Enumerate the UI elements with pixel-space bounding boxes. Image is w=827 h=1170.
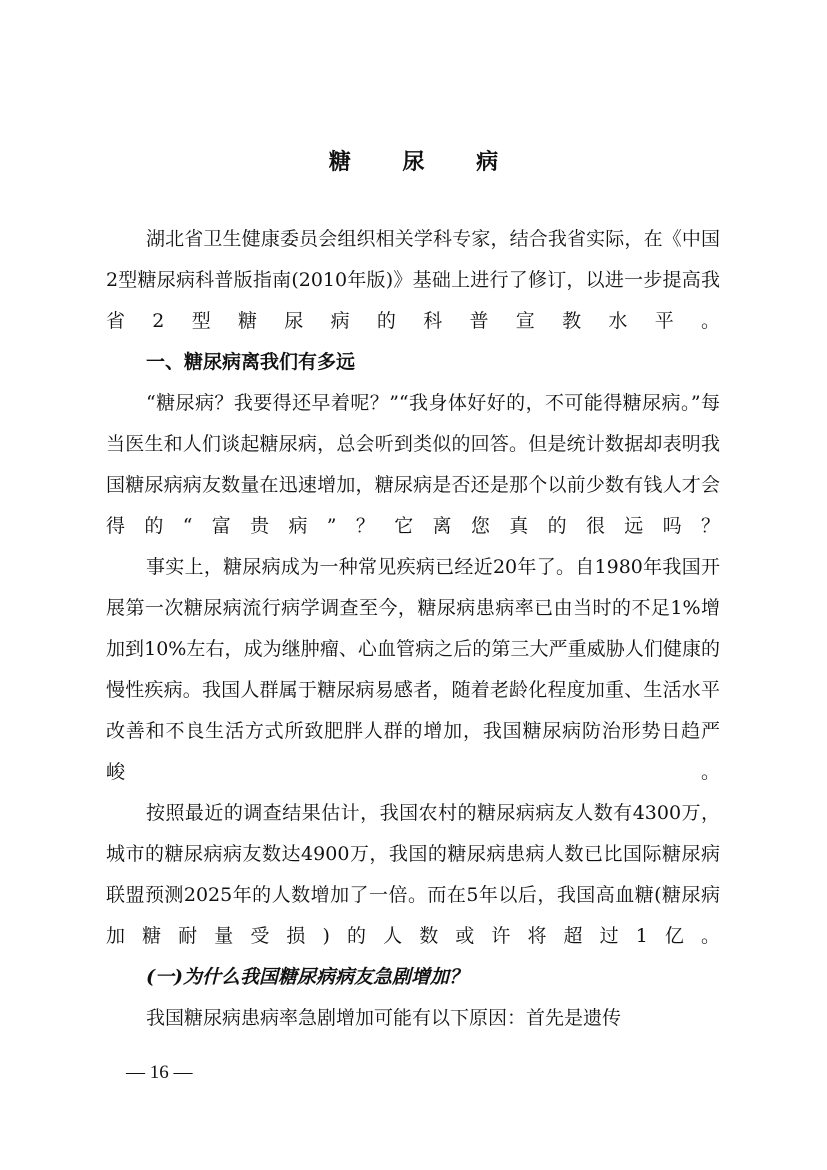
intro-paragraph: 湖北省卫生健康委员会组织相关学科专家，结合我省实际，在《中国2型糖尿病科普版指南(2010年版)》基础上进行了修订，以进一步提高我省2型糖尿病的科普宣教水平。 bbox=[106, 228, 720, 332]
page-number: — 16 — bbox=[126, 1062, 193, 1083]
subsection-heading: (一)为什么我国糖尿病病友急剧增加？ bbox=[146, 966, 468, 988]
paragraph-4: 我国糖尿病患病率急剧增加可能有以下原因：首先是遗传 bbox=[146, 1007, 622, 1029]
paragraph-1: “糖尿病？我要得还早着呢？”“我身体好好的，不可能得糖尿病。”每当医生和人们谈起糖尿病，总会听到类似的回答。但是统计数据却表明我国糖尿病病友数量在迅速增加，糖尿病是否还是那个以前少数有钱人才会得的“富贵病”？它离您真的很远吗？ bbox=[106, 392, 720, 537]
paragraph-3: 按照最近的调查结果估计，我国农村的糖尿病病友人数有4300万，城市的糖尿病病友数达4900万，我国的糖尿病患病人数已比国际糖尿病联盟预测2025年的人数增加了一倍。而在5年以后，我国高血糖(糖尿病加糖耐量受损)的人数或许将超过1亿。 bbox=[106, 802, 720, 947]
paragraph-2: 事实上，糖尿病成为一种常见疾病已经近20年了。自1980年我国开展第一次糖尿病流行病学调查至今，糖尿病患病率已由当时的不足1%增加到10%左右，成为继肿瘤、心血管病之后的第三大严重威胁人们健康的慢性疾病。我国人群属于糖尿病易感者，随着老龄化程度加重、生活水平改善和不良生活方式所致肥胖人群的增加，我国糖尿病防治形势日趋严峻。 bbox=[106, 556, 720, 783]
section-heading: 一、糖尿病离我们有多远 bbox=[146, 351, 356, 373]
page-title: 糖 尿 病 bbox=[328, 150, 521, 175]
